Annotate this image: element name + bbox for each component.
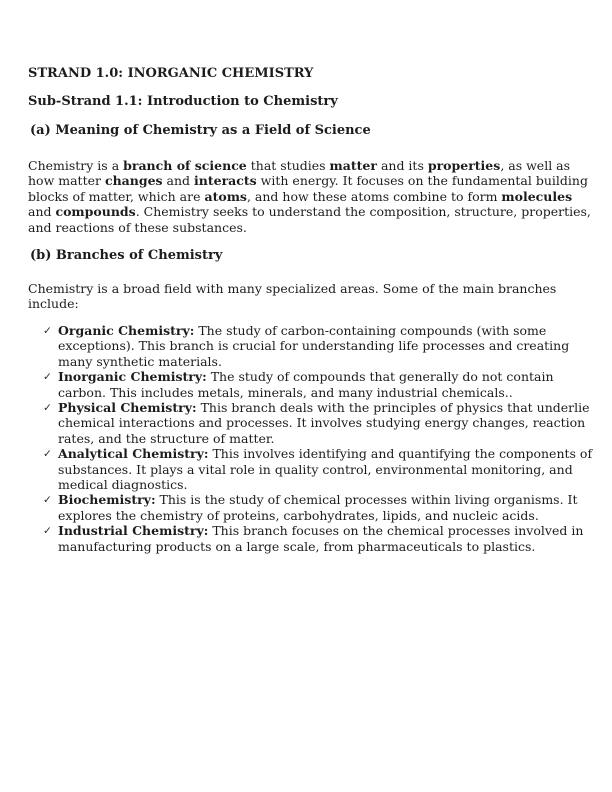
branch-label: Biochemistry:	[58, 492, 156, 508]
branch-description: This branch deals with the principles of physics that underlie chemical interactions and processes. It involves studying energy changes, reaction rates, and the structure of matter.	[58, 400, 590, 446]
bold-text-run: changes	[104, 173, 163, 189]
checkmark-icon: ✓	[43, 525, 52, 538]
checkmark-icon: ✓	[43, 402, 52, 415]
chemistry-meaning-paragraph	[28, 158, 594, 235]
text-run: and	[162, 173, 195, 189]
bold-text-run: molecules	[501, 188, 573, 204]
bold-text-run: compounds	[55, 204, 136, 220]
bold-text-run: atoms	[204, 188, 247, 204]
branch-description: This is the study of chemical processes within living organisms. It explores the chemistry of proteins, carbohydrates, lipids, and nucleic acids.	[58, 492, 578, 523]
checkmark-icon: ✓	[43, 325, 52, 337]
branch-label: Analytical Chemistry:	[58, 446, 209, 462]
strand-heading: STRAND 1.0: INORGANIC CHEMISTRY	[28, 66, 314, 81]
branch-label: Industrial Chemistry:	[58, 523, 209, 539]
branches-list	[28, 323, 594, 554]
branch-list-item	[28, 492, 594, 523]
text-run: with energy. It focuses on the fundamental building blocks of matter, which are	[28, 173, 588, 204]
branch-description: This involves identifying and quantifying the components of substances. It plays a vital role in quality control, environmental monitoring, and medical diagnostics.	[58, 446, 593, 493]
bold-text-run: interacts	[194, 173, 257, 189]
bold-text-run: properties	[427, 158, 501, 173]
branch-label: Physical Chemistry:	[58, 400, 197, 416]
branches-intro-paragraph	[28, 281, 594, 312]
branch-label: Inorganic Chemistry:	[58, 369, 207, 385]
text-run: , as well as how matter	[28, 158, 571, 189]
text-run: Chemistry is a broad field with many specialized areas. Some of the main branches include:	[28, 281, 557, 312]
text-run: and its	[376, 158, 428, 173]
branch-label: Organic Chemistry:	[58, 323, 195, 338]
branch-list-item	[28, 400, 594, 446]
branch-description: This branch focuses on the chemical processes involved in manufacturing products on a large scale, from pharmaceuticals to plastics.	[58, 523, 584, 554]
checkmark-icon: ✓	[43, 448, 52, 461]
checkmark-icon: ✓	[43, 371, 52, 384]
bold-text-run: branch of science	[123, 158, 247, 173]
section-a-heading: (a) Meaning of Chemistry as a Field of Science	[30, 123, 371, 138]
substrand-heading: Sub-Strand 1.1: Introduction to Chemistry	[28, 94, 338, 109]
branch-list-item	[28, 523, 594, 554]
branch-list-item	[28, 323, 594, 369]
text-run: . Chemistry seeks to understand the composition, structure, properties, and reactions of these substances.	[28, 204, 591, 235]
text-run: and	[28, 204, 56, 220]
branch-description: The study of compounds that generally do not contain carbon. This includes metals, minerals, and many industrial chemicals..	[58, 369, 554, 400]
branch-description: The study of carbon-containing compounds (with some exceptions). This branch is crucial for understanding life processes and creating many synthetic materials.	[58, 323, 570, 369]
text-run: , and how these atoms combine to form	[246, 188, 502, 204]
branch-list-item	[28, 369, 594, 400]
branch-list-item	[28, 446, 594, 492]
checkmark-icon: ✓	[43, 494, 52, 507]
text-run: that studies	[246, 158, 330, 173]
section-b-heading: (b) Branches of Chemistry	[30, 248, 223, 263]
bold-text-run: matter	[329, 158, 377, 173]
text-run: Chemistry is a	[28, 158, 124, 173]
